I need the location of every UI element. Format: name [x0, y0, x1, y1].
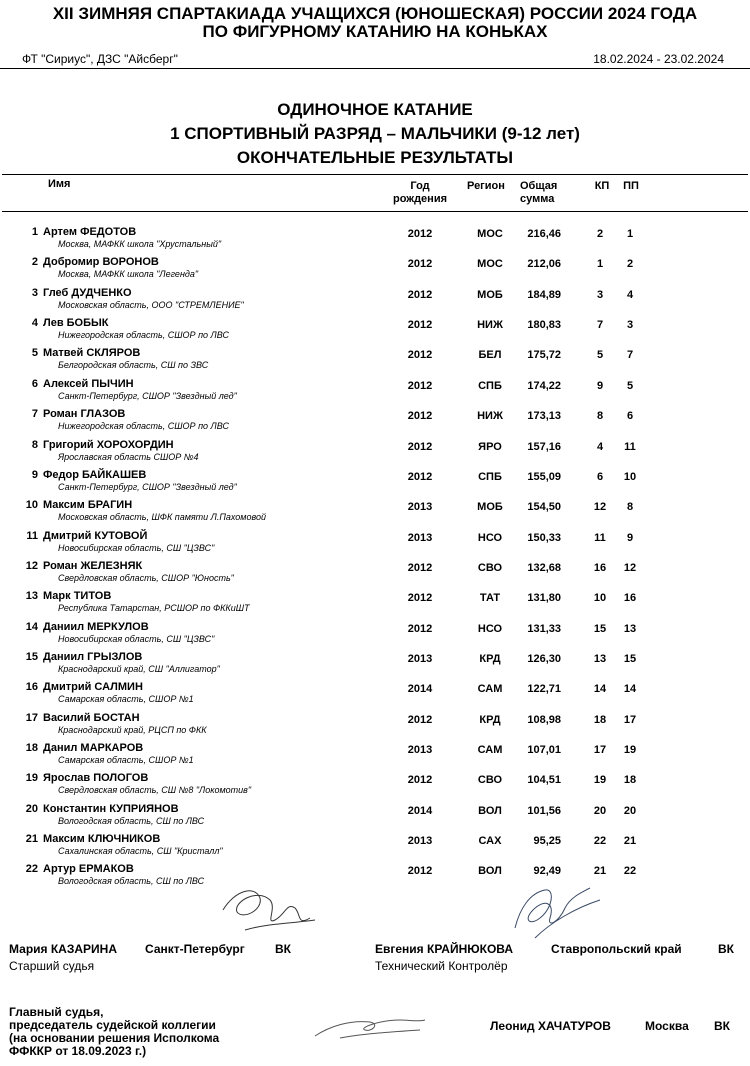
birth-year-cell: 2012 [407, 258, 433, 271]
rank-cell: 22 [25, 863, 38, 876]
rank-cell: 8 [31, 438, 38, 451]
free-program-rank: 15 [623, 652, 637, 665]
athlete-name: Константин КУПРИЯНОВ [43, 802, 179, 815]
col-region: Регион [467, 180, 505, 192]
total-score-cell: 107,01 [527, 744, 561, 756]
total-score-cell: 126,30 [527, 652, 561, 665]
table-row [0, 742, 750, 772]
short-program-rank: 17 [593, 744, 607, 756]
short-program-rank: 7 [596, 319, 604, 332]
total-score-cell: 184,89 [527, 288, 561, 301]
athlete-name: Роман ЖЕЛЕЗНЯК [43, 559, 143, 572]
chief-role-l2: председатель судейской коллегии [9, 1018, 216, 1032]
short-program-rank: 20 [593, 804, 607, 817]
birth-year-cell: 2012 [407, 592, 433, 605]
free-program-rank: 8 [626, 501, 634, 514]
competition-title-line1: XII ЗИМНЯЯ СПАРТАКИАДА УЧАЩИХСЯ (ЮНОШЕСКАЯ) РОССИИ 2024 ГОДА [52, 4, 698, 23]
rank-cell: 19 [25, 772, 38, 785]
region-cell: МОС [477, 228, 503, 240]
birth-year-cell: 2014 [407, 683, 433, 696]
rank-cell: 2 [31, 256, 38, 269]
total-score-cell: 212,06 [527, 258, 561, 271]
region-cell: СВО [477, 561, 503, 574]
athlete-club: Республика Татарстан, РСШОР по ФККиШТ [58, 603, 250, 614]
col-pp: ПП [623, 180, 639, 192]
total-score-cell: 122,71 [527, 683, 561, 696]
free-program-rank: 7 [626, 349, 634, 362]
athlete-name: Марк ТИТОВ [43, 590, 112, 603]
region-cell: ВОЛ [478, 865, 502, 878]
athlete-name: Лев БОБЫК [43, 317, 109, 330]
venue: ФТ "Сириус", ДЗС "Айсберг" [22, 52, 178, 66]
region-cell: НИЖ [477, 410, 503, 423]
athlete-name: Дмитрий САЛМИН [43, 681, 143, 694]
total-score-cell: 157,16 [527, 440, 561, 453]
birth-year-cell: 2012 [407, 319, 433, 332]
free-program-rank: 10 [623, 470, 637, 483]
rank-cell: 10 [25, 499, 38, 512]
region-cell: ТАТ [479, 592, 501, 605]
free-program-rank: 19 [623, 744, 637, 756]
total-score-cell: 131,80 [527, 592, 561, 605]
table-row [0, 469, 750, 499]
free-program-rank: 3 [626, 319, 634, 332]
rank-cell: 9 [31, 468, 38, 481]
birth-year-cell: 2012 [407, 561, 433, 574]
tc-name: Евгения КРАЙНЮКОВА [375, 942, 514, 956]
table-row [0, 560, 750, 590]
athlete-club: Москва, МАФКК школа "Хрустальный" [58, 239, 222, 249]
birth-year-cell: 2012 [407, 622, 433, 635]
athlete-name: Даниил МЕРКУЛОВ [43, 620, 149, 633]
short-program-rank: 15 [593, 622, 607, 635]
athlete-club: Свердловская область, СШ №8 "Локомотив" [58, 785, 252, 796]
region-cell: МОБ [477, 501, 503, 514]
total-score-cell: 150,33 [527, 531, 561, 544]
table-row [0, 530, 750, 560]
short-program-rank: 22 [593, 835, 607, 847]
short-program-rank: 21 [593, 865, 607, 878]
free-program-rank: 6 [626, 410, 634, 423]
total-score-cell: 92,49 [533, 865, 561, 878]
short-program-rank: 8 [596, 410, 604, 423]
free-program-rank: 12 [623, 561, 637, 574]
region-cell: КРД [479, 713, 501, 726]
chief-category: ВК [714, 1019, 730, 1033]
region-cell: БЕЛ [478, 349, 502, 362]
total-score-cell: 104,51 [527, 774, 561, 787]
col-kp: КП [594, 180, 610, 192]
rank-cell: 5 [31, 347, 38, 360]
rank-cell: 18 [25, 742, 38, 754]
athlete-club: Московская область, ООО "СТРЕМЛЕНИЕ" [58, 299, 244, 310]
rank-cell: 7 [31, 408, 38, 421]
birth-year-cell: 2012 [407, 470, 433, 483]
short-program-rank: 14 [593, 683, 607, 696]
athlete-club: Московская область, ШФК памяти Л.Пахомовой [58, 512, 266, 523]
birth-year-cell: 2013 [407, 835, 433, 847]
region-cell: СПБ [478, 470, 502, 483]
birth-year-cell: 2012 [407, 865, 433, 878]
athlete-name: Максим КЛЮЧНИКОВ [43, 833, 161, 845]
short-program-rank: 18 [593, 713, 607, 726]
athlete-name: Матвей СКЛЯРОВ [43, 347, 141, 360]
region-cell: НИЖ [477, 319, 503, 332]
table-row [0, 681, 750, 711]
referee-name: Мария КАЗАРИНА [9, 942, 117, 956]
birth-year-cell: 2014 [407, 804, 433, 817]
free-program-rank: 2 [626, 258, 634, 271]
short-program-rank: 12 [593, 501, 607, 514]
short-program-rank: 3 [596, 288, 604, 301]
athlete-club: Краснодарский край, РЦСП по ФКК [58, 724, 207, 735]
table-row [0, 256, 750, 286]
rank-cell: 1 [31, 226, 38, 238]
birth-year-cell: 2012 [407, 713, 433, 726]
table-row [0, 317, 750, 347]
birth-year-cell: 2012 [407, 774, 433, 787]
athlete-club: Белгородская область, СШ по ЗВС [58, 360, 209, 371]
total-score-cell: 108,98 [527, 713, 561, 726]
athlete-name: Дмитрий КУТОВОЙ [43, 529, 148, 542]
rank-cell: 14 [25, 620, 38, 633]
free-program-rank: 20 [623, 804, 637, 817]
event-title-line3: ОКОНЧАТЕЛЬНЫЕ РЕЗУЛЬТАТЫ [236, 148, 514, 167]
athlete-name: Добромир ВОРОНОВ [43, 256, 159, 269]
athlete-name: Артем ФЕДОТОВ [43, 226, 137, 238]
short-program-rank: 10 [593, 592, 607, 605]
birth-year-cell: 2013 [407, 744, 433, 756]
rank-cell: 16 [25, 681, 38, 694]
athlete-club: Санкт-Петербург, СШОР "Звездный лед" [58, 390, 237, 401]
athlete-club: Самарская область, СШОР №1 [58, 694, 194, 705]
tc-city: Ставропольский край [551, 942, 682, 956]
athlete-name: Василий БОСТАН [43, 711, 140, 724]
competition-title-line2: ПО ФИГУРНОМУ КАТАНИЮ НА КОНЬКАХ [202, 22, 548, 41]
table-row [0, 621, 750, 651]
athlete-club: Нижегородская область, СШОР по ЛВС [58, 421, 229, 432]
tc-category: ВК [718, 942, 734, 956]
birth-year-cell: 2012 [407, 379, 433, 392]
rank-cell: 17 [25, 711, 38, 724]
athlete-name: Даниил ГРЫЗЛОВ [43, 650, 143, 663]
athlete-name: Григорий ХОРОХОРДИН [43, 438, 174, 451]
rank-cell: 4 [31, 317, 38, 330]
athlete-name: Алексей ПЫЧИН [43, 377, 134, 390]
athlete-club: Ярославская область СШОР №4 [58, 451, 199, 462]
total-score-cell: 155,09 [527, 470, 561, 483]
table-row [0, 408, 750, 438]
table-row [0, 378, 750, 408]
region-cell: НСО [477, 622, 503, 635]
table-row [0, 863, 750, 893]
chief-role-l4: ФФККР от 18.09.2023 г.) [9, 1044, 147, 1058]
athlete-club: Новосибирская область, СШ "ЦЗВС" [58, 542, 215, 553]
free-program-rank: 4 [626, 288, 634, 301]
athlete-club: Нижегородская область, СШОР по ЛВС [58, 330, 229, 341]
col-year-l1: Год [410, 180, 430, 192]
short-program-rank: 2 [596, 228, 604, 240]
referee-signature [215, 880, 325, 940]
birth-year-cell: 2012 [407, 228, 433, 240]
free-program-rank: 17 [623, 713, 637, 726]
rank-cell: 12 [25, 559, 38, 572]
referee-role: Старший судья [9, 959, 95, 973]
athlete-club: Сахалинская область, СШ "Кристалл" [58, 846, 223, 856]
total-score-cell: 216,46 [527, 228, 561, 240]
birth-year-cell: 2013 [407, 531, 433, 544]
table-row [0, 439, 750, 469]
table-row [0, 499, 750, 529]
chief-role-l1: Главный судья, [9, 1005, 104, 1019]
athlete-name: Роман ГЛАЗОВ [43, 408, 126, 421]
short-program-rank: 4 [596, 440, 604, 453]
birth-year-cell: 2013 [407, 501, 433, 514]
total-score-cell: 174,22 [527, 379, 561, 392]
region-cell: МОС [477, 258, 503, 271]
total-score-cell: 132,68 [527, 561, 561, 574]
free-program-rank: 21 [623, 835, 637, 847]
athlete-club: Вологодская область, СШ по ЛВС [58, 815, 205, 826]
free-program-rank: 5 [626, 379, 634, 392]
rank-cell: 20 [25, 802, 38, 815]
tc-role: Технический Контролёр [375, 959, 508, 973]
free-program-rank: 18 [623, 774, 637, 787]
athlete-club: Свердловская область, СШОР "Юность" [58, 572, 234, 583]
table-header [2, 174, 748, 212]
total-score-cell: 131,33 [527, 622, 561, 635]
rank-cell: 21 [25, 833, 38, 845]
birth-year-cell: 2012 [407, 440, 433, 453]
dates: 18.02.2024 - 23.02.2024 [593, 52, 724, 66]
col-year-l2: рождения [392, 193, 448, 205]
free-program-rank: 9 [626, 531, 634, 544]
chief-name: Леонид ХАЧАТУРОВ [490, 1019, 611, 1033]
region-cell: КРД [479, 652, 501, 665]
region-cell: НСО [477, 531, 503, 544]
short-program-rank: 6 [596, 470, 604, 483]
region-cell: САХ [478, 835, 502, 847]
athlete-club: Москва, МАФКК школа "Легенда" [58, 269, 199, 280]
birth-year-cell: 2012 [407, 349, 433, 362]
athlete-club: Самарская область, СШОР №1 [58, 755, 194, 765]
header-rule [0, 68, 750, 69]
table-row [0, 651, 750, 681]
athlete-name: Ярослав ПОЛОГОВ [43, 772, 149, 785]
table-row [0, 226, 750, 256]
region-cell: САМ [477, 683, 503, 696]
athlete-name: Максим БРАГИН [43, 499, 133, 512]
region-cell: СВО [477, 774, 503, 787]
total-score-cell: 154,50 [527, 501, 561, 514]
chief-city: Москва [645, 1019, 689, 1033]
athlete-club: Новосибирская область, СШ "ЦЗВС" [58, 633, 215, 644]
athlete-club: Санкт-Петербург, СШОР "Звездный лед" [58, 481, 237, 492]
col-total-l1: Общая [520, 180, 558, 192]
rank-cell: 15 [25, 650, 38, 663]
athlete-name: Глеб ДУДЧЕНКО [43, 286, 132, 299]
total-score-cell: 173,13 [527, 410, 561, 423]
short-program-rank: 9 [596, 379, 604, 392]
table-row [0, 712, 750, 742]
region-cell: САМ [477, 744, 503, 756]
athlete-club: Краснодарский край, СШ "Аллигатор" [58, 663, 220, 674]
short-program-rank: 19 [593, 774, 607, 787]
short-program-rank: 11 [594, 531, 606, 544]
table-row [0, 772, 750, 802]
table-row [0, 347, 750, 377]
region-cell: СПБ [478, 379, 502, 392]
short-program-rank: 13 [593, 652, 607, 665]
region-cell: ЯРО [478, 440, 502, 453]
total-score-cell: 101,56 [527, 804, 561, 817]
total-score-cell: 180,83 [527, 319, 561, 332]
athlete-club: Вологодская область, СШ по ЛВС [58, 876, 205, 887]
event-title-line2: 1 СПОРТИВНЫЙ РАЗРЯД – МАЛЬЧИКИ (9-12 лет) [170, 124, 580, 143]
event-title-line1: ОДИНОЧНОЕ КАТАНИЕ [277, 100, 473, 119]
birth-year-cell: 2013 [407, 652, 433, 665]
col-total-l2: сумма [520, 193, 555, 205]
rank-cell: 13 [25, 590, 38, 603]
short-program-rank: 16 [593, 561, 607, 574]
region-cell: МОБ [477, 288, 503, 301]
athlete-name: Федор БАЙКАШЕВ [43, 468, 147, 481]
short-program-rank: 1 [596, 258, 604, 271]
table-row [0, 287, 750, 317]
rank-cell: 3 [31, 286, 38, 299]
short-program-rank: 5 [596, 349, 604, 362]
chief-signature [310, 1008, 430, 1048]
table-row [0, 833, 750, 863]
rank-cell: 11 [26, 529, 38, 542]
free-program-rank: 1 [626, 228, 634, 240]
free-program-rank: 11 [624, 440, 636, 453]
referee-category: ВК [275, 942, 291, 956]
free-program-rank: 13 [623, 622, 637, 635]
free-program-rank: 22 [623, 865, 637, 878]
total-score-cell: 175,72 [527, 349, 561, 362]
birth-year-cell: 2012 [407, 288, 433, 301]
free-program-rank: 14 [623, 683, 637, 696]
table-row [0, 803, 750, 833]
region-cell: ВОЛ [478, 804, 502, 817]
col-name: Имя [48, 178, 71, 190]
tc-signature [495, 878, 605, 948]
total-score-cell: 95,25 [533, 835, 561, 847]
athlete-name: Артур ЕРМАКОВ [43, 863, 134, 876]
chief-role-l3: (на основании решения Исполкома [9, 1031, 220, 1045]
athlete-name: Данил МАРКАРОВ [43, 742, 144, 754]
free-program-rank: 16 [623, 592, 637, 605]
rank-cell: 6 [31, 377, 38, 390]
birth-year-cell: 2012 [407, 410, 433, 423]
table-row [0, 590, 750, 620]
referee-city: Санкт-Петербург [145, 942, 245, 956]
